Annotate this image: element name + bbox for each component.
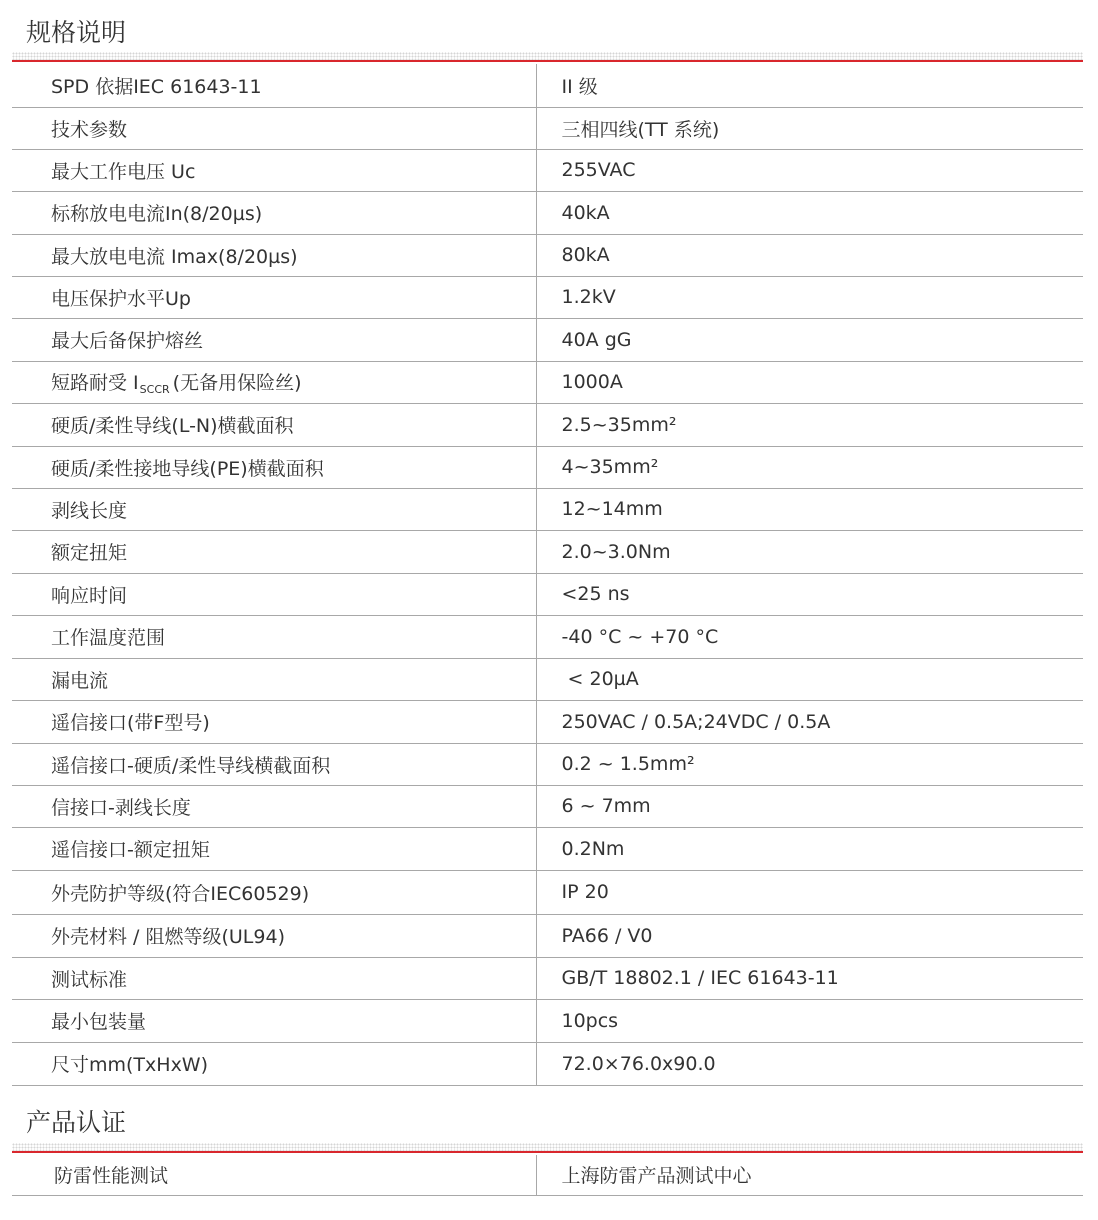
cert-label: 防雷性能测试: [12, 1155, 536, 1195]
spec-section-title: 规格说明: [26, 18, 127, 47]
spec-value: 1.2kV: [536, 276, 1083, 318]
spec-value: 80kA: [536, 234, 1083, 276]
spec-table: [12, 64, 1083, 1086]
spec-value: IP 20: [536, 870, 1083, 914]
spec-value: 三相四线(TT 系统): [536, 107, 1083, 149]
table-row: [12, 1155, 1083, 1195]
spec-value: 255VAC: [536, 149, 1083, 191]
table-row: [12, 276, 1083, 318]
table-row: [12, 1042, 1083, 1085]
spec-label: 遥信接口-硬质/柔性导线横截面积: [12, 743, 536, 785]
spec-value: 0.2 ~ 1.5mm²: [536, 743, 1083, 785]
spec-label: 外壳材料 / 阻燃等级(UL94): [12, 914, 536, 957]
table-row: [12, 107, 1083, 149]
table-row: [12, 64, 1083, 107]
table-row: [12, 488, 1083, 530]
spec-label-sccr: [12, 361, 536, 403]
spec-label: 额定扭矩: [12, 530, 536, 573]
spec-value: -40 °C ~ +70 °C: [536, 615, 1083, 658]
table-row: [12, 957, 1083, 999]
table-row: [12, 658, 1083, 700]
cert-section-title: 产品认证: [26, 1108, 127, 1137]
cert-title-divider: [12, 1143, 1083, 1155]
spec-label: 硬质/柔性导线(L-N)横截面积: [12, 403, 536, 446]
table-row: [12, 446, 1083, 488]
cert-value: 上海防雷产品测试中心: [536, 1155, 1083, 1195]
table-row: [12, 318, 1083, 361]
spec-label: 外壳防护等级(符合IEC60529): [12, 870, 536, 914]
spec-label: 最大放电电流 Imax(8/20µs): [12, 234, 536, 276]
spec-value: 40kA: [536, 191, 1083, 234]
table-row: [12, 573, 1083, 615]
table-row: [12, 234, 1083, 276]
spec-label: 技术参数: [12, 107, 536, 149]
table-row: [12, 530, 1083, 573]
cert-table: [12, 1155, 1083, 1196]
spec-label: 最小包装量: [12, 999, 536, 1042]
spec-value: 6 ~ 7mm: [536, 785, 1083, 827]
spec-label: 电压保护水平Up: [12, 276, 536, 318]
spec-value: GB/T 18802.1 / IEC 61643-11: [536, 957, 1083, 999]
table-row: [12, 870, 1083, 914]
spec-value: < 20µA: [536, 658, 1083, 700]
spec-label: 漏电流: [12, 658, 536, 700]
spec-value: 1000A: [536, 361, 1083, 403]
table-row: [12, 700, 1083, 743]
spec-title-divider: [12, 52, 1083, 64]
spec-label: 测试标准: [12, 957, 536, 999]
spec-label: 剥线长度: [12, 488, 536, 530]
spec-label: 遥信接口-额定扭矩: [12, 827, 536, 870]
table-row: [12, 785, 1083, 827]
spec-value: 40A gG: [536, 318, 1083, 361]
spec-value: 72.0×76.0x90.0: [536, 1042, 1083, 1085]
table-row: [12, 827, 1083, 870]
spec-value: 250VAC / 0.5A;24VDC / 0.5A: [536, 700, 1083, 743]
table-row: [12, 914, 1083, 957]
table-row: [12, 403, 1083, 446]
sccr-label-pre: 短路耐受 I: [51, 372, 139, 394]
spec-value: 10pcs: [536, 999, 1083, 1042]
spec-label: 响应时间: [12, 573, 536, 615]
spec-label: 最大工作电压 Uc: [12, 149, 536, 191]
spec-value: 4~35mm²: [536, 446, 1083, 488]
table-row: [12, 361, 1083, 403]
spec-label: 信接口-剥线长度: [12, 785, 536, 827]
spec-label: 工作温度范围: [12, 615, 536, 658]
spec-value: II 级: [536, 64, 1083, 107]
table-row: [12, 999, 1083, 1042]
spec-label: 硬质/柔性接地导线(PE)横截面积: [12, 446, 536, 488]
sccr-subscript: SCCR: [139, 383, 170, 396]
table-row: [12, 149, 1083, 191]
spec-label: SPD 依据IEC 61643-11: [12, 64, 536, 107]
spec-value: 2.5~35mm²: [536, 403, 1083, 446]
spec-label: 标称放电电流In(8/20µs): [12, 191, 536, 234]
spec-value: 2.0~3.0Nm: [536, 530, 1083, 573]
spec-label: 遥信接口(带F型号): [12, 700, 536, 743]
sccr-label-post: (无备用保险丝): [172, 372, 302, 394]
spec-label: 最大后备保护熔丝: [12, 318, 536, 361]
spec-value: PA66 / V0: [536, 914, 1083, 957]
spec-value: 12~14mm: [536, 488, 1083, 530]
spec-value: 0.2Nm: [536, 827, 1083, 870]
table-row: [12, 743, 1083, 785]
table-row: [12, 615, 1083, 658]
spec-value: <25 ns: [536, 573, 1083, 615]
table-row: [12, 191, 1083, 234]
spec-label: 尺寸mm(TxHxW): [12, 1042, 536, 1085]
